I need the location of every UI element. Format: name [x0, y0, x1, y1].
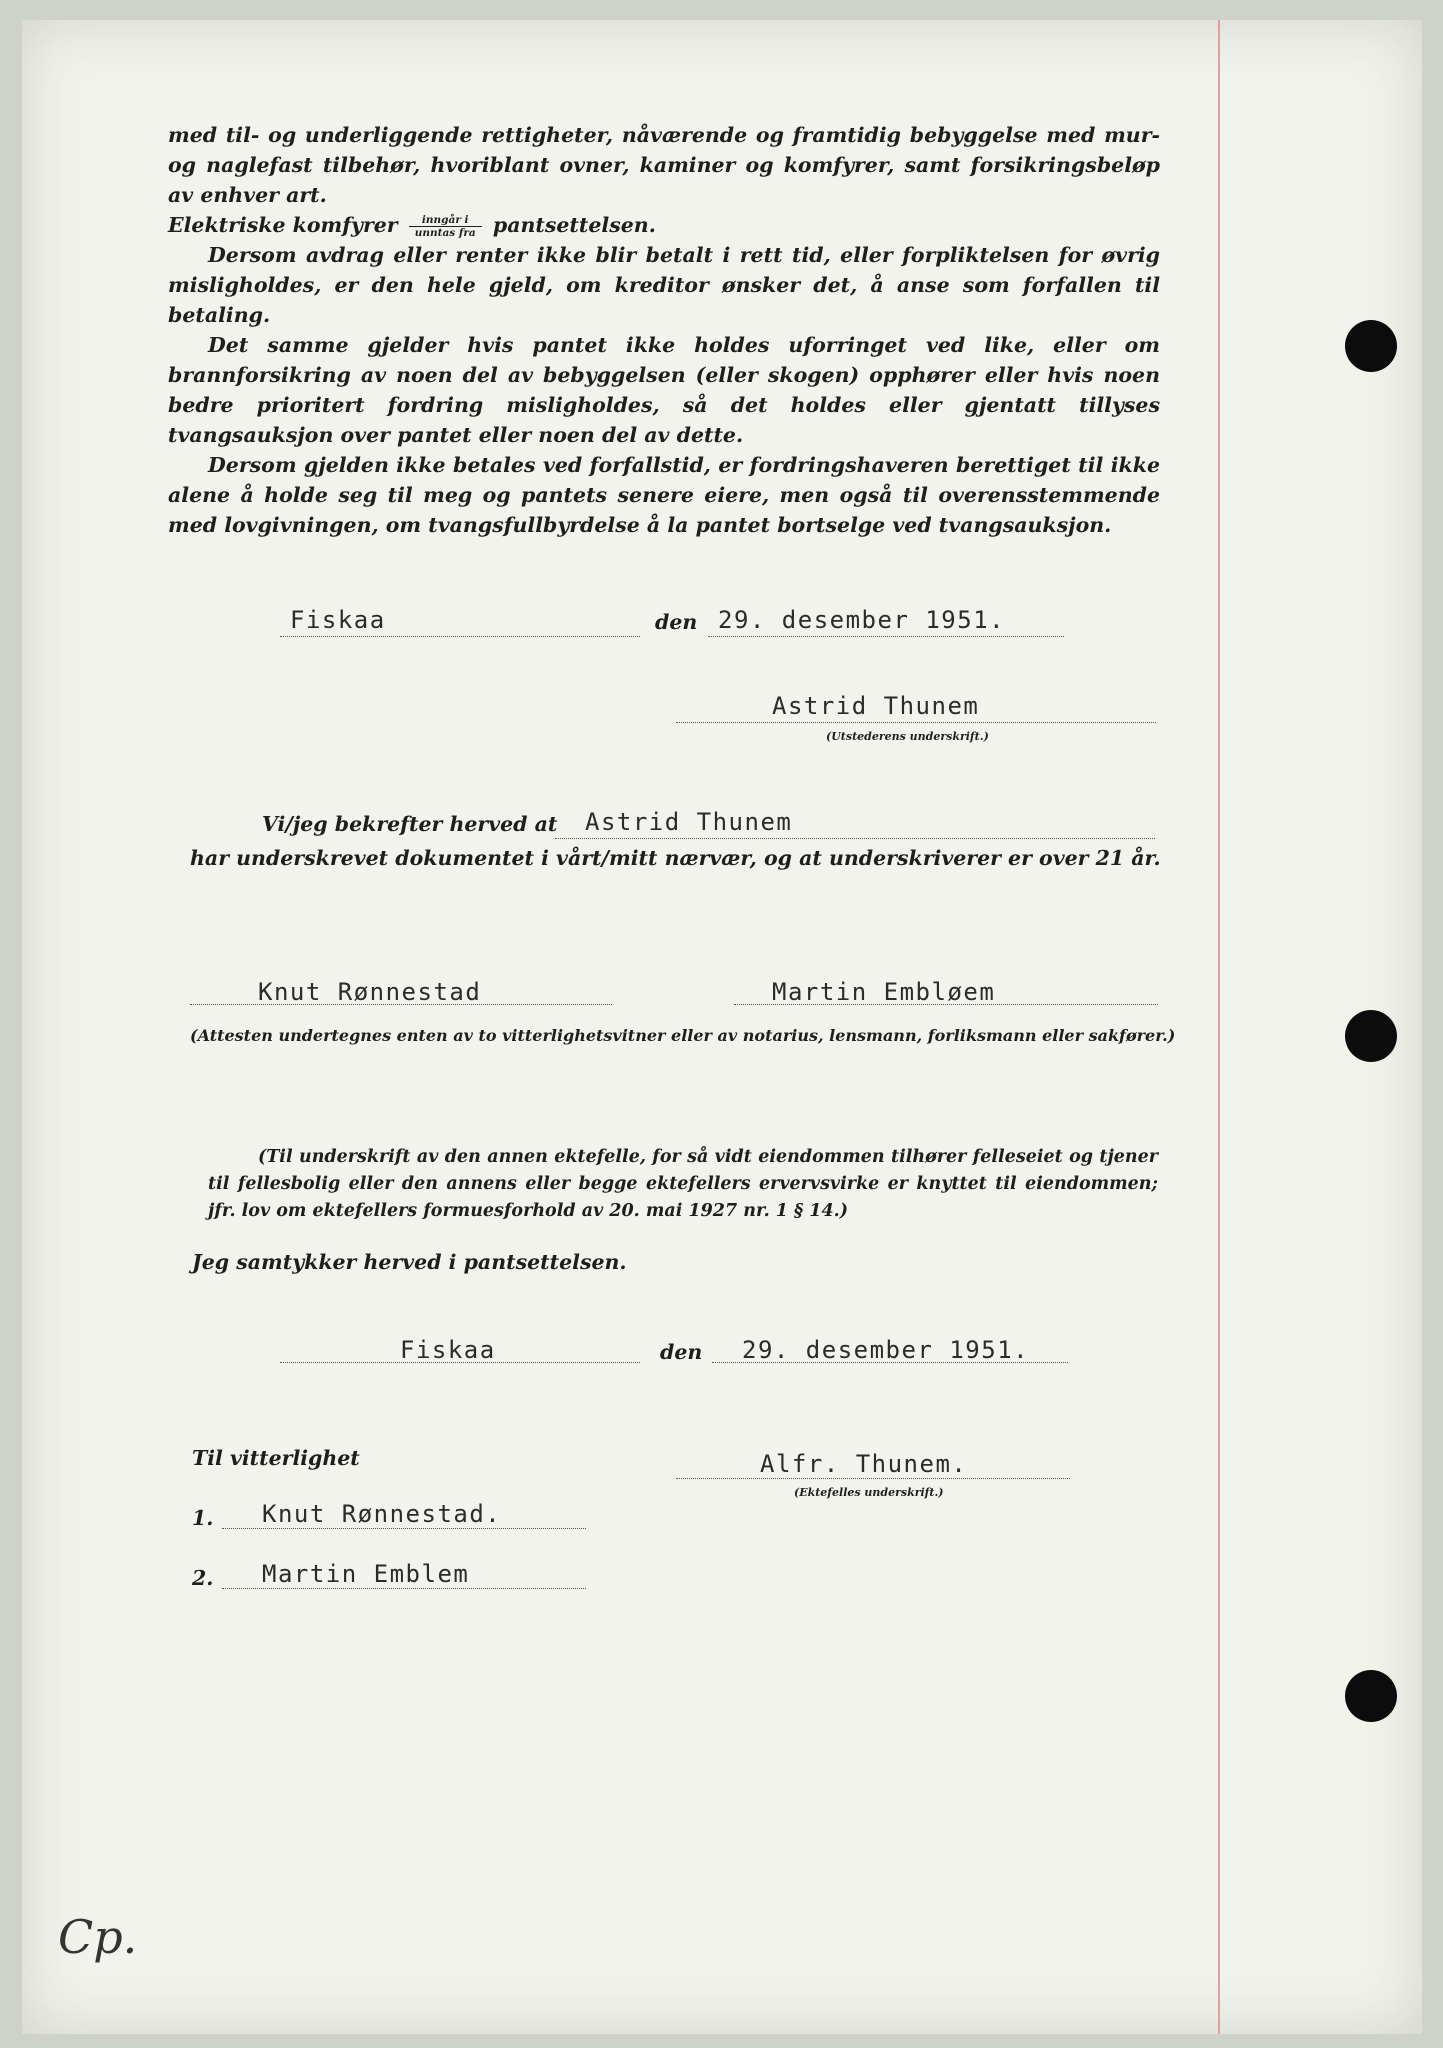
- place-line: [280, 1362, 640, 1363]
- attestation-lead: Vi/jeg bekrefter herved at: [262, 812, 558, 836]
- issuer-caption: (Utstederens underskrift.): [826, 730, 989, 743]
- witness-line: [222, 1528, 586, 1529]
- attestation-name: Astrid Thunem: [585, 808, 793, 836]
- spouse-caption: (Ektefelles underskrift.): [794, 1486, 944, 1499]
- punch-hole: [1345, 1670, 1397, 1722]
- stove-fraction: [409, 214, 482, 239]
- date-line: [712, 1362, 1068, 1363]
- witness-line: [734, 1004, 1158, 1005]
- margin-mark: Cp.: [58, 1910, 138, 1964]
- signing1-place: Fiskaa: [290, 606, 386, 634]
- place-line: [280, 636, 640, 637]
- spouse-consent: Jeg samtykker herved i pantsettelsen.: [192, 1250, 627, 1274]
- witness-line: [190, 1004, 612, 1005]
- stove-frac-top: inngår i: [409, 214, 482, 227]
- attest-witness-1: Knut Rønnestad: [258, 978, 482, 1006]
- date-line: [708, 636, 1064, 637]
- signing1-date: 29. desember 1951.: [718, 606, 1006, 634]
- stove-prefix: Elektriske komfyrer: [168, 213, 398, 237]
- attestation-line: [555, 838, 1155, 839]
- spouse-signature: Alfr. Thunem.: [760, 1450, 968, 1478]
- spouse-note: (Til underskrift av den annen ektefelle, for så vidt eiendommen tilhører felleseiet og tjener til fellesbolig eller den annens eller begge ektefellers ervervsvirke er knyttet til eiendommen; jfr. lov om ektefellers formuesforhold av 20. mai 1927 nr. 1 § 14.): [208, 1147, 1158, 1221]
- clause-insurance: Det samme gjelder hvis pantet ikke holdes uforringet ved like, eller om brannforsikring av noen del av bebyggelsen (eller skogen) opphører eller hvis noen bedre prioritert fordring misligholdes, så det holdes eller gjentatt tillyses tvangsauksjon over pantet eller noen del av dette.: [168, 333, 1160, 447]
- clause-block: [168, 120, 1160, 540]
- witness-num-2: 2.: [192, 1566, 214, 1590]
- signature-line: [676, 1478, 1070, 1479]
- clause-property: med til- og underliggende rettigheter, nåværende og framtidig bebyggelse med mur- og naglefast tilbehør, hvoriblant ovner, kaminer og komfyrer, samt forsikringsbeløp av enhver art.: [168, 123, 1160, 207]
- signature-line: [676, 722, 1156, 723]
- issuer-signature: Astrid Thunem: [772, 692, 980, 720]
- punch-hole: [1345, 1010, 1397, 1062]
- signing1-den: den: [655, 610, 698, 634]
- punch-hole: [1345, 320, 1397, 372]
- clause-default: Dersom avdrag eller renter ikke blir betalt i rett tid, eller forpliktelsen for øvrig misligholdes, er den hele gjeld, om kreditor ønsker det, å anse som forfallen til betaling.: [168, 243, 1160, 327]
- attestation-caption: (Attesten undertegnes enten av to vitterlighetsvitner eller av notarius, lensmann, forliksmann eller sakfører.): [190, 1026, 1176, 1045]
- clause-stove: [168, 210, 1160, 240]
- attest-witness-2: Martin Embløem: [772, 978, 996, 1006]
- stove-frac-bottom: unntas fra: [414, 227, 476, 239]
- signing2-den: den: [660, 1340, 703, 1364]
- signing2-date: 29. desember 1951.: [742, 1336, 1030, 1364]
- attestation-text: har underskrevet dokumentet i vårt/mitt nærvær, og at underskriverer er over 21 år.: [190, 846, 1161, 870]
- witness-line: [222, 1588, 586, 1589]
- witness-label: Til vitterlighet: [192, 1446, 360, 1470]
- signing2-place: Fiskaa: [400, 1336, 496, 1364]
- witness-name-2: Martin Emblem: [262, 1560, 470, 1588]
- clause-enforcement: Dersom gjelden ikke betales ved forfallstid, er fordringshaveren berettiget til ikke alene å holde seg til meg og pantets senere eiere, men også til overensstemmende med lovgivningen, om tvangsfullbyrdelse å la pantet bortselge ved tvangsauksjon.: [168, 453, 1160, 537]
- margin-line: [1218, 20, 1220, 2034]
- stove-suffix: pantsettelsen.: [492, 213, 656, 237]
- witness-name-1: Knut Rønnestad.: [262, 1500, 502, 1528]
- witness-num-1: 1.: [192, 1506, 214, 1530]
